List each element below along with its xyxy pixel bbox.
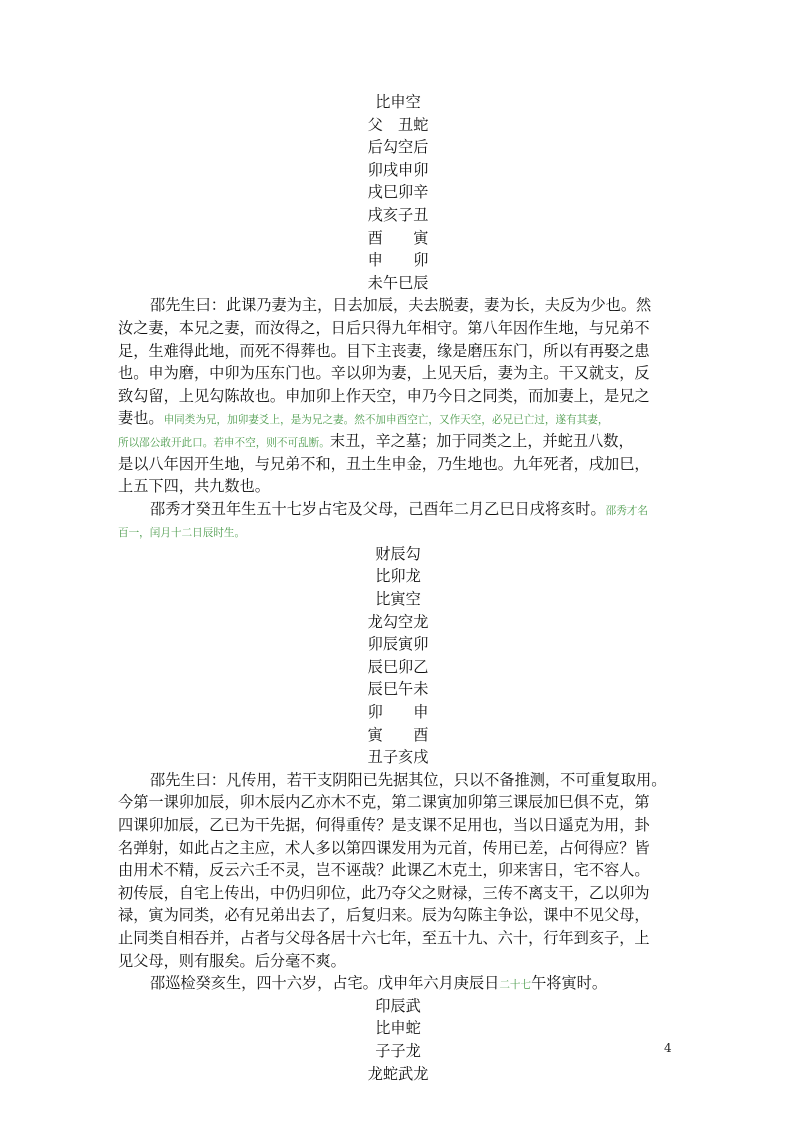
text-run: 午将寅时。: [531, 974, 608, 993]
annotation-note: 二十七: [499, 979, 532, 992]
annotation-note: 百一，闰月十二日辰时生。: [118, 527, 246, 540]
divination-chart-2: [118, 543, 678, 769]
chart-line: 龙勾空龙: [367, 612, 429, 631]
chart-line: 未午巳辰: [367, 273, 429, 292]
chart-line: 比寅空: [375, 590, 421, 609]
chart-line: 财辰勾: [375, 544, 421, 563]
chart-line: 卯辰寅卯: [367, 635, 429, 654]
chart-line: 卯 申: [367, 703, 429, 722]
divination-chart-3: [118, 995, 678, 1085]
text-line: 足，生难得此地，而死不得葬也。目下主丧妻，缘是磨压东门，所以有再娶之患: [118, 341, 650, 360]
chart-line: 后勾空后: [367, 138, 429, 157]
text-line: 名弹射，如此占之主应，术人多以第四课发用为元首，传用已差，占何得应？皆: [118, 838, 650, 857]
paragraph-1: [118, 294, 678, 497]
text-line: 四课卯加辰，乙已为干先据，何得重传？是支课不足用也，当以日遥克为用，卦: [118, 816, 650, 834]
divination-chart-1: [118, 91, 678, 294]
paragraph-2: [118, 498, 678, 543]
text-line: 也。申为磨，中卯为压东门也。辛以卯为妻，上见天后，妻为主。干又就支，反: [118, 364, 650, 383]
page-number: 4: [664, 1041, 672, 1055]
text-line: 是以八年因开生地，与兄弟不和，丑土生申金，乃生地也。九年死者，戌加巳，: [118, 454, 650, 473]
text-line: 邵先生曰：此课乃妻为主，日去加辰，夫去脱妻，妻为长，夫反为少也。然: [150, 296, 652, 315]
annotation-note: 邵秀才名: [605, 504, 648, 517]
chart-line: 辰巳午未: [367, 680, 429, 699]
chart-line: 寅 酉: [367, 725, 429, 744]
chart-line: 子子龙: [375, 1041, 421, 1060]
chart-line: 申 卯: [367, 251, 429, 270]
chart-line: 父 丑蛇: [367, 115, 429, 134]
text-run: 邵秀才癸丑年生五十七岁占宅及父母，己酉年二月乙巳日戌将亥时。: [150, 499, 606, 518]
text-run: 妻也。: [118, 409, 164, 428]
chart-line: 辰巳卯乙: [367, 657, 429, 676]
chart-line: 比申空: [375, 93, 421, 111]
text-line: [118, 520, 678, 543]
chart-line: 印辰武: [375, 996, 421, 1015]
chart-line: 比申蛇: [375, 1019, 421, 1038]
text-line: 禄，寅为同类，必有兄弟出去了，后复归来。辰为勾陈主争讼，课中不见父母，: [118, 906, 650, 925]
text-line: 由用术不精，反云六壬不灵，岂不诬哉？此课乙木克土，卯来害日，宅不容人。: [118, 861, 650, 880]
text-line: [118, 430, 678, 453]
annotation-note: 申同类为兄，加卯妻爻上，是为兄之妻。然不加申酉空亡，又作天空，必兄已亡过，遂有其妻，: [163, 414, 609, 427]
text-line: 初传辰，自宅上传出，中仍归卯位，此乃夺父之财禄，三传不离支干，乙以卯为: [118, 883, 650, 902]
chart-line: 戌巳卯辛: [367, 183, 429, 202]
chart-line: 卯戌申卯: [367, 160, 429, 179]
text-line: [118, 407, 678, 430]
text-line: 邵先生曰：凡传用，若干支阴阳已先据其位，只以不备推测，不可重复取用。: [150, 770, 667, 789]
chart-line: 龙蛇武龙: [367, 1064, 429, 1083]
document-body: [118, 91, 678, 1085]
text-run: 邵巡检癸亥生，四十六岁，占宅。戊申年六月庚辰日: [150, 974, 500, 993]
text-line: 见父母，则有服矣。后分毫不爽。: [118, 951, 346, 970]
text-line: 今第一课卯加辰，卯木辰内乙亦木不克，第二课寅加卯第三课辰加巳俱不克，第: [118, 793, 650, 812]
text-line: 汝之妻，本兄之妻，而汝得之，日后只得九年相守。第八年因作生地，与兄弟不: [118, 318, 650, 337]
text-line: 止同类自相吞并，占者与父母各居十六七年，至五十九、六十，行年到亥子，上: [118, 928, 650, 947]
text-run: 末丑，辛之墓；加于同类之上，并蛇丑八数，: [329, 431, 634, 450]
text-line: [118, 972, 678, 995]
text-line: 致勾留，上见勾陈故也。申加卯上作天空，申乃今日之同类，而加妻上，是兄之: [118, 386, 650, 405]
paragraph-3: [118, 769, 678, 972]
chart-line: 酉 寅: [367, 228, 429, 247]
annotation-note: 所以邵公敢开此口。若申不空，则不可乱断。: [118, 436, 330, 449]
chart-line: 丑子亥戌: [367, 748, 429, 767]
chart-line: 比卯龙: [375, 567, 421, 586]
text-line: [118, 498, 678, 521]
text-line: 上五下四，共九数也。: [118, 477, 270, 496]
paragraph-4: [118, 972, 678, 995]
chart-line: 戌亥子丑: [367, 205, 429, 224]
